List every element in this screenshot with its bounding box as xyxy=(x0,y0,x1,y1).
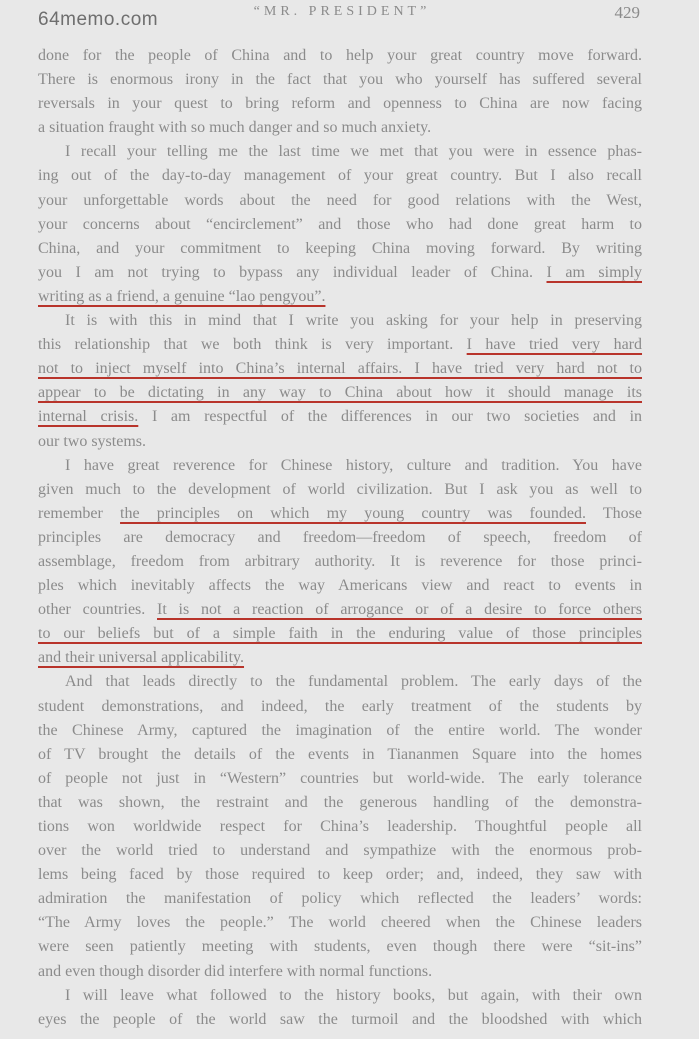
text-line xyxy=(38,695,642,719)
text-line xyxy=(38,935,642,959)
text-segment: our two systems. xyxy=(38,432,146,450)
text-segment: I recall your telling me the last time we met that you were in essence phas- xyxy=(65,143,642,161)
text-line xyxy=(38,767,642,791)
text-segment: lems being faced by those required to keep order; and, indeed, they saw with xyxy=(38,866,642,884)
text-line xyxy=(38,670,642,694)
text-segment: were seen patiently meeting with students, even though there were “sit-ins” xyxy=(38,938,642,956)
text-line xyxy=(38,743,642,767)
underlined-text: I have tried very hard xyxy=(466,336,643,354)
text-segment: ples which inevitably affects the way Americans view and react to events in xyxy=(38,577,642,595)
text-line xyxy=(38,960,642,984)
text-line xyxy=(38,430,642,454)
text-line xyxy=(38,237,642,261)
text-segment: And that leads directly to the fundamental problem. The early days of the xyxy=(65,673,642,691)
text-segment: the Chinese Army, captured the imagination of the entire world. The wonder xyxy=(38,721,642,739)
text-segment: remember xyxy=(38,504,121,522)
text-segment: reversals in your quest to bring reform and openness to China are now facing xyxy=(38,95,642,113)
text-line xyxy=(38,285,642,309)
text-line xyxy=(38,357,642,381)
text-line xyxy=(38,622,642,646)
page-header xyxy=(0,0,699,40)
paragraph xyxy=(38,984,642,1032)
text-line xyxy=(38,213,642,237)
text-line xyxy=(38,887,642,911)
text-segment: that was shown, the restraint and the generous handling of the demonstra- xyxy=(38,793,642,811)
underlined-text: and their universal applicability. xyxy=(38,649,245,667)
text-segment: and even though disorder did interfere with normal functions. xyxy=(38,962,433,980)
text-segment: your concerns about “encirclement” and those who had done great harm to xyxy=(38,215,642,233)
text-line xyxy=(38,478,642,502)
text-segment: There is enormous irony in the fact that you who yourself has suffered several xyxy=(38,71,642,89)
text-line xyxy=(38,381,642,405)
underlined-text: to our beliefs but of a simple faith in the enduring value of those principles xyxy=(38,625,642,643)
text-segment: of TV brought the details of the events in Tiananmen Square into the homes xyxy=(38,745,642,763)
text-line xyxy=(38,526,642,550)
text-line xyxy=(38,815,642,839)
watermark: 64memo.com xyxy=(38,9,159,30)
text-segment: “The Army loves the people.” The world cheered when the Chinese leaders xyxy=(38,914,642,932)
text-segment: you I am not trying to bypass any individual leader of China. xyxy=(38,263,547,281)
text-line xyxy=(38,1008,642,1032)
text-segment: I will leave what followed to the history books, but again, with their own xyxy=(65,986,642,1004)
underlined-text: internal crisis. xyxy=(38,408,139,426)
text-segment: student demonstrations, and indeed, the early treatment of the students by xyxy=(38,697,642,715)
text-segment: of people not just in “Western” countries but world-wide. The early tolerance xyxy=(38,769,642,787)
text-segment: principles are democracy and freedom—freedom of speech, freedom of xyxy=(38,528,642,546)
text-line xyxy=(38,92,642,116)
text-line xyxy=(38,863,642,887)
text-line xyxy=(38,44,642,68)
text-line xyxy=(38,719,642,743)
page-number: 429 xyxy=(614,3,640,22)
paragraph xyxy=(38,454,642,671)
underlined-text: not to inject myself into China’s internal affairs. I have tried very hard not to xyxy=(38,360,642,378)
underlined-text: It is not a reaction of arrogance or of a desire to force others xyxy=(157,601,642,619)
text-segment: Those xyxy=(585,504,642,522)
text-line xyxy=(38,550,642,574)
text-segment: a situation fraught with so much danger and so much anxiety. xyxy=(38,119,432,137)
text-line xyxy=(38,502,642,526)
paragraph xyxy=(38,140,642,309)
underlined-text: the principles on which my young country was founded. xyxy=(120,504,586,522)
text-segment: this relationship that we both think is very important. xyxy=(38,336,467,354)
text-line xyxy=(38,405,642,429)
text-segment: your unforgettable words about the need for good relations with the West, xyxy=(38,191,642,209)
text-line xyxy=(38,261,642,285)
text-line xyxy=(38,116,642,140)
text-line xyxy=(38,839,642,863)
page-body xyxy=(38,44,642,1032)
text-segment: China, and your commitment to keeping China moving forward. By writing xyxy=(38,239,642,257)
paragraph xyxy=(38,44,642,140)
text-segment: It is with this in mind that I write you asking for your help in preserving xyxy=(65,312,642,330)
paragraph xyxy=(38,309,642,454)
text-segment: admiration the manifestation of policy which reflected the leaders’ words: xyxy=(38,890,642,908)
text-line xyxy=(38,984,642,1008)
text-line xyxy=(38,333,642,357)
text-line xyxy=(38,598,642,622)
text-line xyxy=(38,140,642,164)
underlined-text: writing as a friend, a genuine “lao pengyou”. xyxy=(38,287,326,305)
underlined-text: appear to be dictating in any way to China about how it should manage its xyxy=(38,384,642,402)
text-line xyxy=(38,574,642,598)
text-line xyxy=(38,911,642,935)
running-head-title: “MR. PRESIDENT” xyxy=(253,4,431,19)
text-segment: assemblage, freedom from arbitrary authority. It is reverence for those princi- xyxy=(38,552,642,570)
text-line xyxy=(38,791,642,815)
text-segment: tions won worldwide respect for China’s leadership. Thoughtful people all xyxy=(38,818,642,835)
text-segment: over the world tried to understand and sympathize with the enormous prob- xyxy=(38,842,642,860)
text-line xyxy=(38,189,642,213)
text-segment: other countries. xyxy=(38,601,158,619)
text-segment: ing out of the day-to-day management of your great country. But I also recall xyxy=(38,167,642,185)
text-line xyxy=(38,309,642,333)
text-segment: I am respectful of the differences in our two societies and in xyxy=(138,408,643,426)
text-line xyxy=(38,164,642,188)
text-segment: done for the people of China and to help your great country move forward. xyxy=(38,47,642,64)
text-line xyxy=(38,68,642,92)
text-segment: I have great reverence for Chinese history, culture and tradition. You have xyxy=(65,456,642,474)
text-line xyxy=(38,646,642,670)
text-segment: eyes the people of the world saw the turmoil and the bloodshed with which xyxy=(38,1010,642,1028)
underlined-text: I am simply xyxy=(546,263,642,281)
text-line xyxy=(38,454,642,478)
text-segment: given much to the development of world civilization. But I ask you as well to xyxy=(38,480,642,498)
paragraph xyxy=(38,670,642,983)
